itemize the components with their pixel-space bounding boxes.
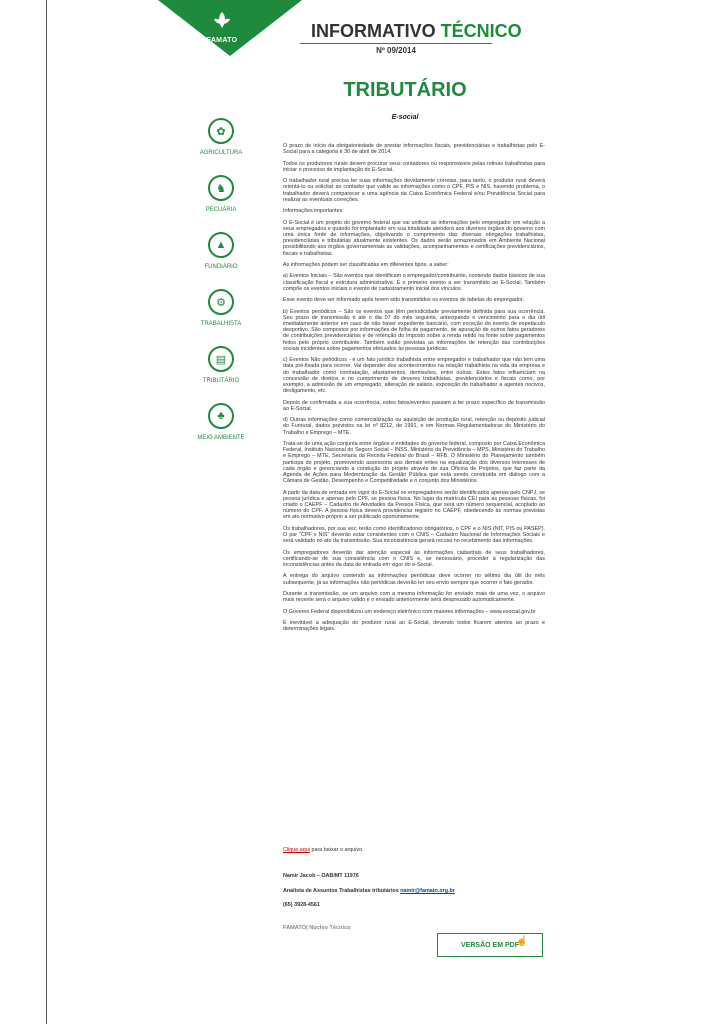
paragraph: A entrega do arquivo contendo as informações periódicas deve ocorrer no sétimo dia útil do mês subsequente, já as informações não periódicas deverão ter seu envio sempre que ocorrer o fato gerador.: [283, 573, 545, 586]
sidebar-item-label: AGRICULTURA: [199, 150, 243, 156]
paragraph: O Governo Federal disponibilizou um endereço eletrônico com maiores informações – www.esocial.gov.br: [283, 608, 536, 615]
bulletin-number: Nº 09/2014: [376, 46, 416, 55]
author-role: Analista de Assuntos Trabalhistas tributários: [283, 888, 401, 894]
paragraph: Esse evento deve ser informado após terem sido transmitidos os eventos de tabelas do empregador.: [283, 297, 524, 304]
sidebar-item-meio-ambiente[interactable]: [190, 403, 252, 441]
sidebar-item-label: PECUÁRIA: [205, 207, 237, 213]
leaf-icon: [212, 10, 232, 30]
paragraph: c) Eventos Não periódicos - é um fato jurídico trabalhista entre empregador e trabalhador que não tem uma data pré-fixada para ocorrer. Vai depender dos acontecimentos na relação trabalhista na vida da empresa e do trabalhador como contratação, afastamentos, demissões, entre outras. Estes fatos influenciam na concessão de direitos e no cumprimento de deveres trabalhistas, previdenciários e fiscais como, por exemplo, a admissão de um empregado, alteração de salário, exposição do trabalhador a agentes nocivos, desligamento, etc.: [283, 357, 545, 395]
cow-icon: ♞: [208, 175, 234, 201]
paragraph: b) Eventos periódicos – São os eventos que têm periodicidade previamente definida para sua ocorrência. Seu prazo de transmissão é até o dia 07 do mês seguinte, antecipando o vencimento para o dia útil imediatamente anterior em caso de não haver expediente bancário, com exceção do evento de espetáculo desportivo. São compostos por informações de folha de pagamento, de apuração de outros fatos geradores de contribuições previdenciárias e de retenção do imposto sobre a renda retido na fonte sobre pagamentos feitos pelo próprio contribuinte. Também estão previstas as informações de retenção das contribuições sociais incidentes sobre pagamentos efetuados às pessoas jurídicas.: [283, 308, 545, 352]
article-subtitle: E-social: [391, 114, 419, 121]
author-phone: (65) 3928-4561: [283, 902, 320, 908]
download-text: para baixar o arquivo.: [309, 847, 364, 853]
paragraph: As informações podem ser classificadas em diferentes tipos, a saber:: [283, 261, 449, 268]
paragraph: A partir da data de entrada em vigor do E-Social os empregadores serão identificados apenas pelo CNPJ, se pessoa jurídica e apenas pelo CPF, se pessoa física. No lugar da matrícula CEI para as pessoas físicas, foi criado o CAEPF – Cadastro de Atividades da Pessoa Física, que será um número sequencial, acoplado ao número do CPF. A pessoa física deverá providenciar registro no CAEPF, obedecendo às normas previstas em ato normativo próprio a ser publicado oportunamente.: [283, 489, 545, 521]
pdf-click-icon: ☝: [515, 936, 528, 947]
download-link[interactable]: Clique aqui: [283, 847, 310, 853]
paragraph: Informações importantes:: [283, 208, 344, 215]
paragraph: Os trabalhadores, por sua vez, terão como identificadores obrigatórios, o CPF e o NIS (NIT, PIS ou PASEP). O par "CPF x NIS" deverão estar consistentes com o CNIS – Cadastro Nacional de Informações Sociais e será validado no ato da transmissão. Sua inconsistência gerará recusa no recebimento das informações.: [283, 525, 545, 545]
sidebar-item-agricultura[interactable]: [190, 118, 252, 156]
paragraph: É inevitável a adequação do produtor rural ao E-Social, devendo todos ficarem atentos ao prazo e determinações legais.: [283, 619, 545, 633]
paragraph: Durante a transmissão, se um arquivo com a mesma informação for enviado mais de uma vez, o arquivo mais recente será o arquivo válido e o enviado anteriormente será desprezado automaticamente.: [283, 590, 545, 604]
paragraph: Os empregadores deverão dar atenção especial às informações cadastrais de seus trabalhadores, certificando-se de sua consistência com o CNIS e, se necessário, proceder à regularização das inconsistências antes da data de entrada em vigor do e-Social.: [283, 549, 545, 568]
section-title: TRIBUTÁRIO: [343, 79, 467, 101]
header-title-main: INFORMATIVO: [311, 21, 436, 41]
pdf-version-label: VERSÃO EM PDF: [461, 941, 519, 949]
download-line: [283, 847, 545, 853]
paragraph: Todos os produtores rurais devem procurar seus contadores ou responsáveis pelas rotinas trabalhistas para iniciar o processo de implantação do E-Social.: [283, 160, 545, 173]
paragraph: O prazo de início da obrigatoriedade de prestar informações fiscais, previdenciárias e trabalhistas pelo E-Social para a categoria é 30 de abril de 2014.: [283, 143, 545, 156]
logo-label: FAMATO: [206, 37, 238, 44]
header-divider: [300, 43, 492, 44]
tree-icon: ♣: [208, 403, 234, 429]
sidebar-item-label: MEIO AMBIENTE: [197, 435, 245, 441]
document-icon: ▤: [208, 346, 234, 372]
sidebar-item-pecuaria[interactable]: [190, 175, 252, 213]
paragraph: a) Eventos Iniciais – São eventos que identificam o empregador/contribuinte, contendo dados básicos de sua classificação fiscal e estrutura administrativa. É o primeiro evento a ser transmitido ao E-Social. Também compõe os eventos iniciais o evento de cadastramento inicial dos vínculos.: [283, 273, 545, 292]
article-body: [283, 143, 545, 638]
sidebar-item-label: FUNDIÁRIO: [204, 264, 238, 270]
paragraph: Depois de confirmada a sua ocorrência, estes fatos/eventos passam a ter prazo específico de transmissão ao E-Social.: [283, 399, 545, 412]
header-title: [311, 21, 522, 42]
author-name: Namir Jacob – OAB/MT 11976: [283, 873, 359, 879]
pdf-version-button[interactable]: [437, 933, 543, 957]
sidebar-item-label: TRABALHISTA: [200, 321, 242, 327]
paragraph: Trata-se de uma ação conjunta entre órgãos e entidades do governo federal, composto por Caixa Econômica Federal, Instituto Nacional do Seguro Social – INSS, Ministério da Previdência – MPS, Ministério do Trabalho e Emprego – MTE, Secretaria da Receita Federal do Brasil – RFB. O Ministério do Planejamento também participa do projeto, promovendo assessoria aos demais entes na equalização dos diversos interesses de cada órgão e gerenciando a condução do projeto através de sua Oficina de Projetos, que faz parte da Agenda de Ações para Modernização da Gestão Pública que está sendo construída em diálogo com a Câmara de Gestão, Desempenho e Competitividade e o conjunto dos Ministérios.: [283, 440, 545, 485]
author-email-link[interactable]: namir@famato.org.br: [400, 888, 455, 894]
famato-logo[interactable]: [190, 10, 254, 50]
land-icon: ▲: [208, 232, 234, 258]
sidebar-item-tributario[interactable]: [190, 346, 252, 384]
sidebar-item-fundiario[interactable]: [190, 232, 252, 270]
plant-icon: ✿: [208, 118, 234, 144]
footer-brand: FAMATO| Núcleo Técnico: [283, 925, 351, 931]
author-role-line: [283, 888, 545, 894]
paragraph: d) Outras informações como comercialização ou aquisição de produção rural, retenção ou depósito judicial do Funrural, dados previstos na lei nº 8212, de 1991, e em Normas Regulamentadoras do Ministério do Trabalho e Emprego – MTE.: [283, 417, 545, 436]
paragraph: O E-Social é um projeto do governo federal que vai unificar as informações pelo empregador em relação a seus empregados e quando for implantado em sua totalidade atenderá aos diversos órgãos do governo com uma única fonte de informações, objetivando o cumprimento das diversas obrigações trabalhistas, previdenciárias e tributárias atualmente existentes. Os dados serão armazenados em Ambiente Nacional possibilitando aos órgãos governamentais as validações, acompanhamentos e certificações previdenciários, fiscais e trabalhistas.: [283, 219, 545, 257]
paragraph: O trabalhador rural precisa ter suas informações devidamente corretas, para tanto, o produtor rural deverá orientá-lo ou solicitar ao contador que valide as informações como o CPF, PIS e NIS, havendo problema, o trabalhador deverá comparecer a uma agência da Caixa Econômica Federal e/ou Previdência Social para realizar as eventuais correções.: [283, 178, 545, 203]
sidebar-item-label: TRIBUTÁRIO: [202, 378, 240, 384]
header-title-accent: TÉCNICO: [440, 21, 522, 41]
sidebar-item-trabalhista[interactable]: [190, 289, 252, 327]
tractor-icon: ⚙: [208, 289, 234, 315]
